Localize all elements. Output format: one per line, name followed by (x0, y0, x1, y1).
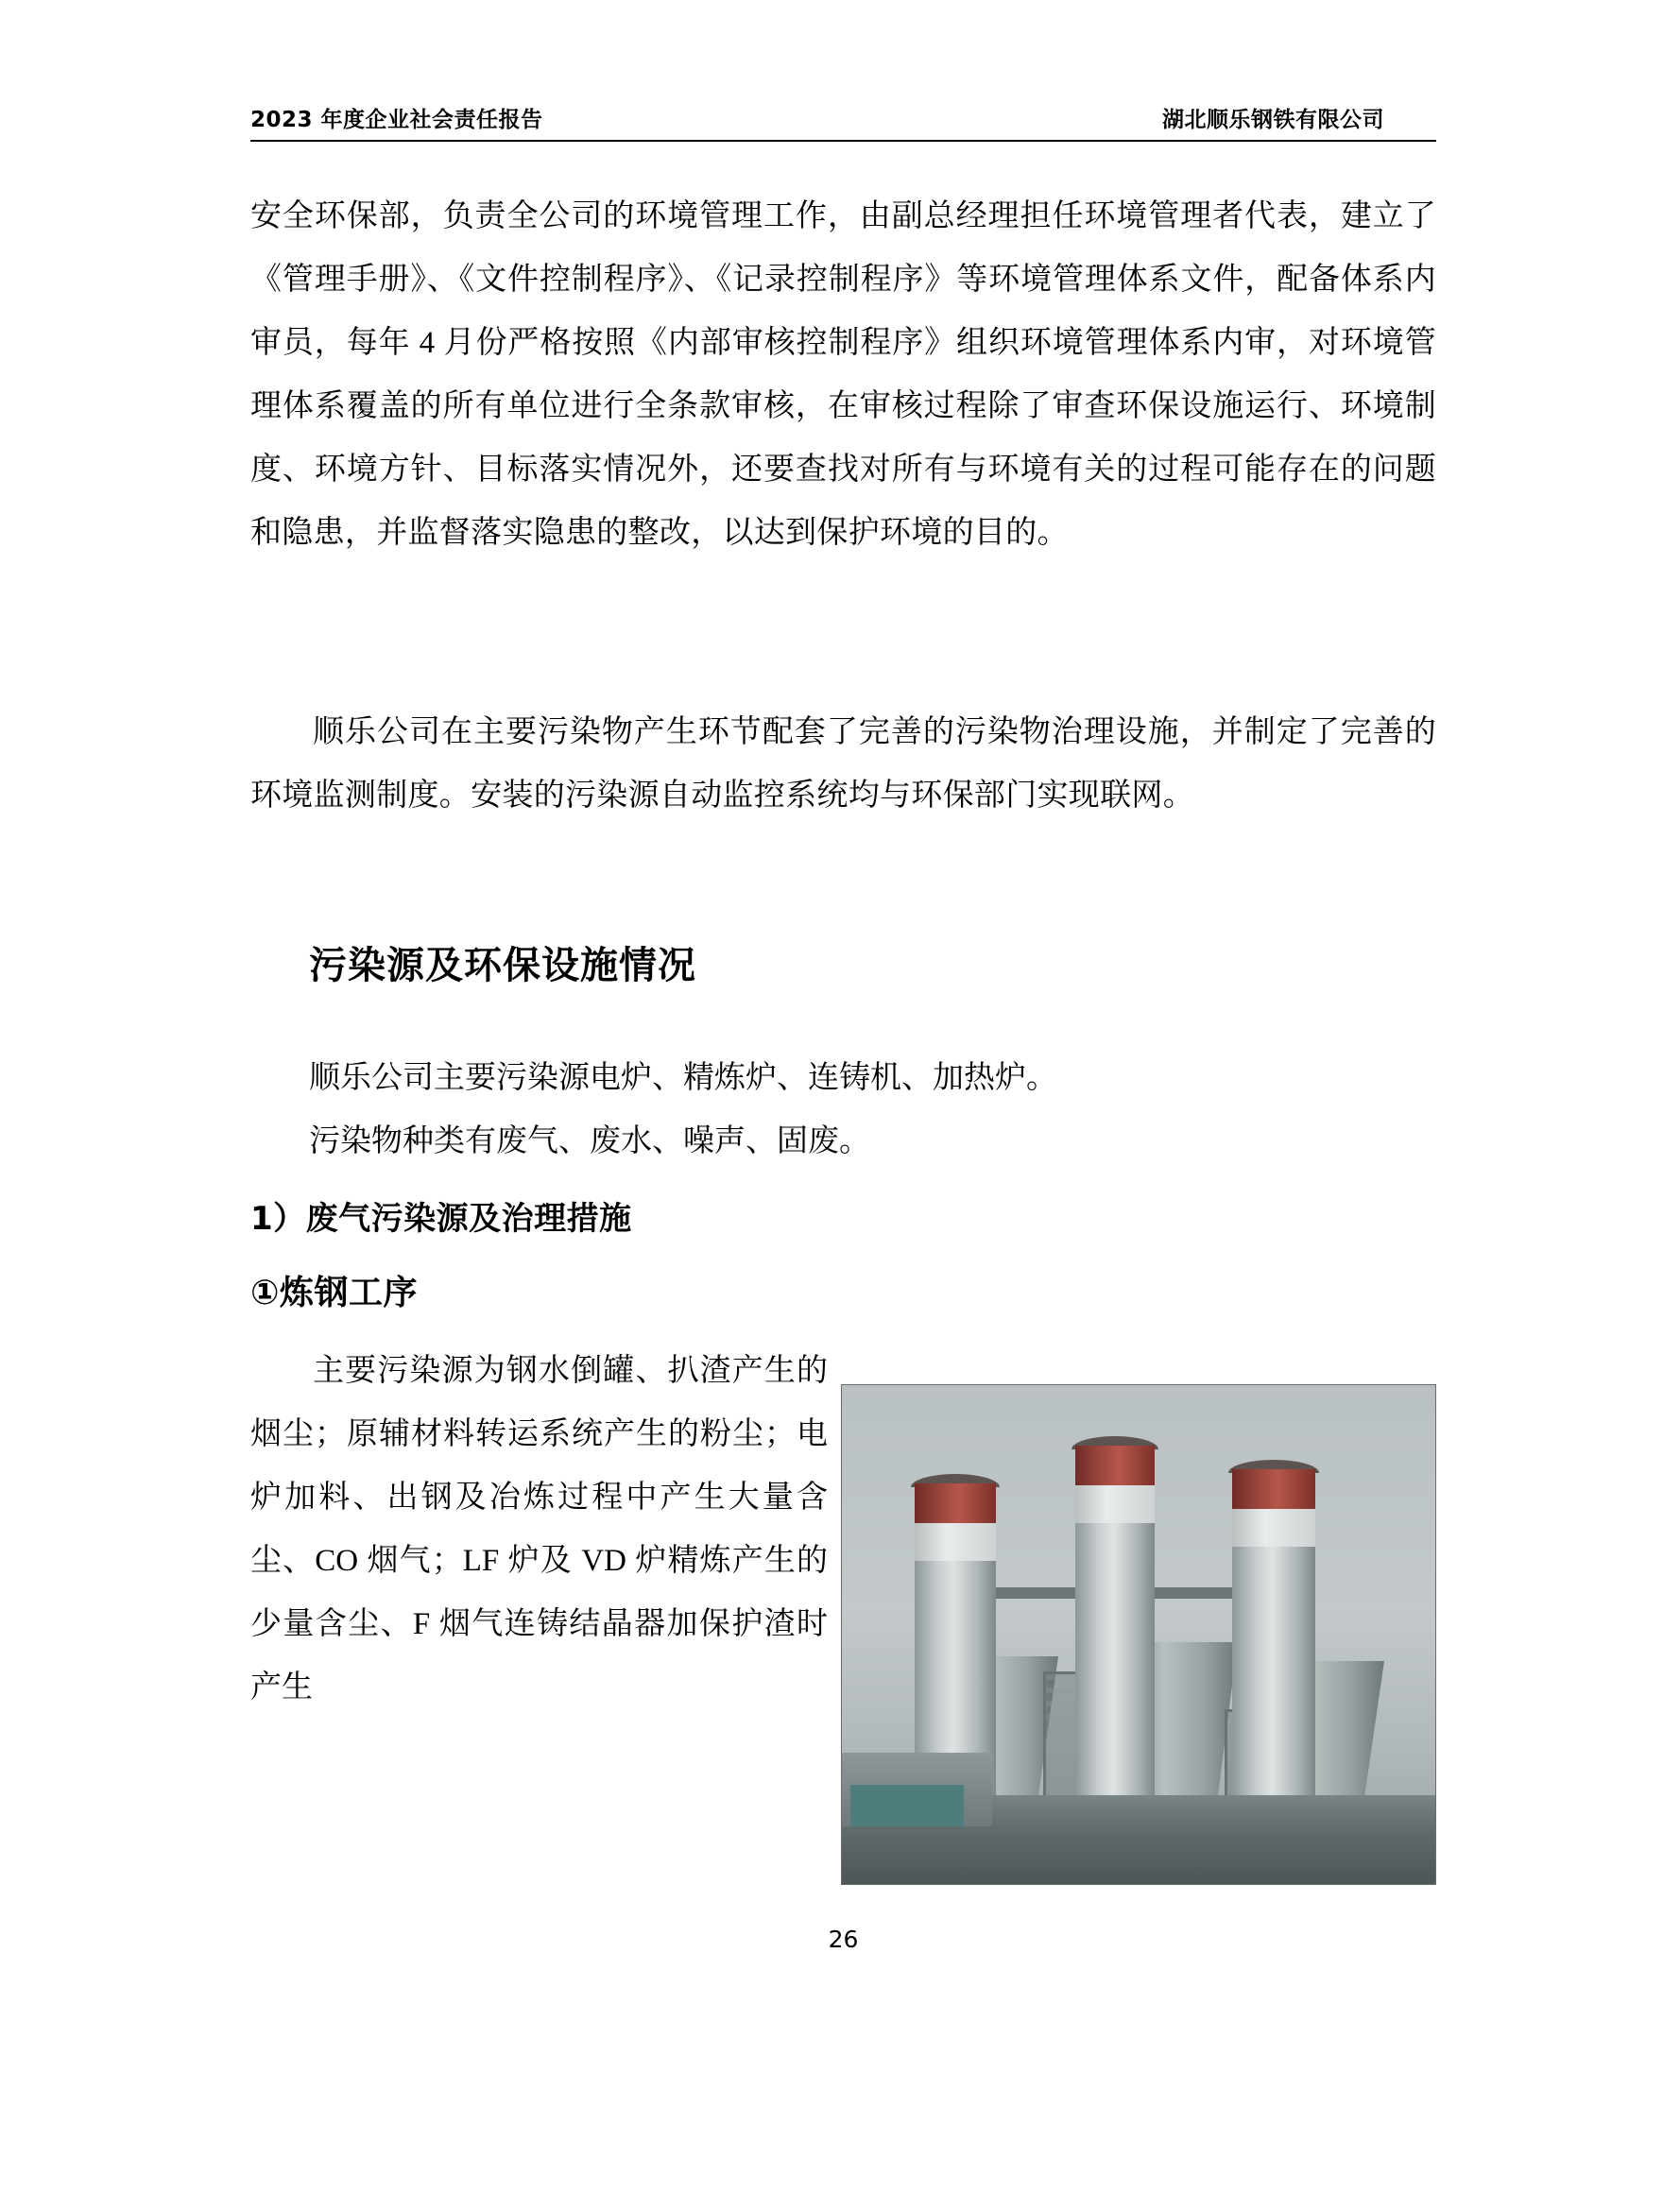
photo-chimney (1075, 1446, 1155, 1795)
photo-chimney-band-red (915, 1483, 996, 1523)
paragraph-text: 污染物种类有废气、废水、噪声、固废。 (309, 1124, 870, 1158)
header-report-title: 2023 年度企业社会责任报告 (250, 108, 543, 132)
header-company-name: 湖北顺乐钢铁有限公司 (1162, 108, 1384, 132)
paragraph-environment-management (250, 185, 1436, 565)
photo-chimney (915, 1483, 996, 1795)
page-number: 26 (828, 1926, 859, 1953)
page-content (250, 0, 1436, 2210)
subheading-steelmaking-process: ①炼钢工序 (250, 1274, 418, 1312)
photo-chimney-band-red (1075, 1446, 1155, 1485)
paragraph-main-pollution-sources (309, 1047, 1436, 1110)
paragraph-text: 顺乐公司主要污染源电炉、精炼炉、连铸机、加热炉。 (309, 1061, 1057, 1095)
paragraph-with-figure (250, 1340, 1436, 1891)
section-heading-pollution-sources: 污染源及环保设施情况 (309, 944, 696, 987)
photo-chimney-band-white (1075, 1485, 1155, 1523)
photo-building-roof (850, 1785, 964, 1826)
paragraph-text: 安全环保部，负责全公司的环境管理工作，由副总经理担任环境管理者代表，建立了《管理手册》、《文件控制程序》、《记录控制程序》等环境管理体系文件，配备体系内审员，每年 4 月份严格按照《内部审核控制程序》组织环境管理体系内审，对环境管理体系覆盖的所有单位进行全条款审核，在审核过程除了审查环保设施运行、环境制度、环境方针、目标落实情况外，还要查找对所有与环境有关的过程可能存在的问题和隐患，并监督落实隐患的整改，以达到保护环境的目的。 (250, 199, 1436, 550)
paragraph-pollution-facilities (250, 701, 1436, 828)
paragraph-pollutant-types (309, 1110, 1436, 1174)
paragraph-text: 主要污染源为钢水倒罐、扒渣产生的烟尘；原辅材料转运系统产生的粉尘；电炉加料、出钢及冶炼过程中产生大量含尘、CO 烟气；LF 炉及 VD 炉精炼产生的少量含尘、F 烟气连铸结晶器加保护渣时产生 (250, 1354, 828, 1705)
photo-chimney (1232, 1469, 1315, 1795)
photo-chimney-band-white (1232, 1509, 1315, 1547)
page-header (250, 102, 1436, 133)
paragraph-text: 顺乐公司在主要污染物产生环节配套了完善的污染物治理设施，并制定了完善的环境监测制度。安装的污染源自动监控系统均与环保部门实现联网。 (250, 715, 1436, 813)
photo-chimney-band-red (1232, 1469, 1315, 1509)
subheading-waste-gas-measures: 1）废气污染源及治理措施 (250, 1200, 632, 1238)
steel-plant-stacks-photo (841, 1384, 1436, 1885)
header-divider (250, 140, 1436, 142)
photo-chimney-band-white (915, 1523, 996, 1561)
